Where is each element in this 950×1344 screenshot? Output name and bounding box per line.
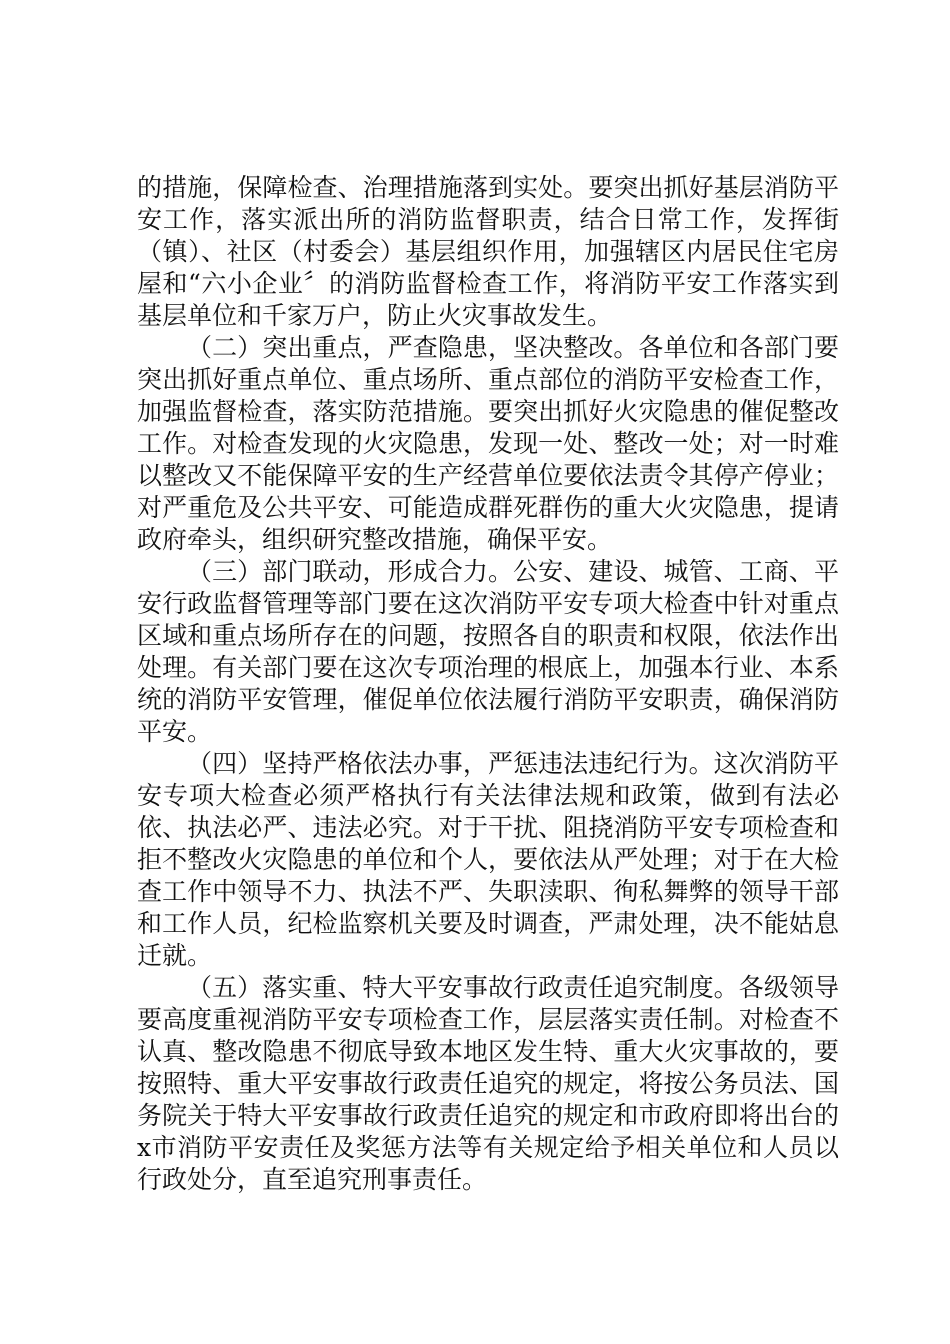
paragraph-section-3: （三）部门联动，形成合力。公安、建设、城管、工商、平安行政监督管理等部门要在这次消防平安专项大检查中针对重点区域和重点场所存在的问题，按照各自的职责和权限，依法作出处理。有关部门要在这次专项治理的根底上，加强本行业、本系统的消防平安管理，催促单位依法履行消防平安职责，确保消防平安。 bbox=[137, 557, 839, 746]
paragraph-section-2: （二）突出重点，严查隐患，坚决整改。各单位和各部门要突出抓好重点单位、重点场所、重点部位的消防平安检查工作，加强监督检查，落实防范措施。要突出抓好火灾隐患的催促整改工作。对检查发现的火灾隐患，发现一处、整改一处；对一时难以整改又不能保障平安的生产经营单位要依法责令其停产停业；对严重危及公共平安、可能造成群死群伤的重大火灾隐患，提请政府牵头，组织研究整改措施，确保平安。 bbox=[137, 333, 839, 554]
paragraph-section-4: （四）坚持严格依法办事，严惩违法违纪行为。这次消防平安专项大检查必须严格执行有关法律法规和政策，做到有法必依、执法必严、违法必究。对于干扰、阻挠消防平安专项检查和拒不整改火灾隐患的单位和个人，要依法从严处理；对于在大检查工作中领导不力、执法不严、失职渎职、徇私舞弊的领导干部和工作人员，纪检监察机关要及时调查，严肃处理，决不能姑息迁就。 bbox=[137, 749, 839, 970]
document-body bbox=[137, 172, 839, 1196]
paragraph-continuation: 的措施，保障检查、治理措施落到实处。要突出抓好基层消防平安工作，落实派出所的消防监督职责，结合日常工作，发挥街（镇）、社区（村委会）基层组织作用，加强辖区内居民住宅房屋和“六小企业〞的消防监督检查工作，将消防平安工作落实到基层单位和千家万户，防止火灾事故发生。 bbox=[137, 173, 839, 330]
paragraph-section-5: （五）落实重、特大平安事故行政责任追究制度。各级领导要高度重视消防平安专项检查工作，层层落实责任制。对检查不认真、整改隐患不彻底导致本地区发生特、重大火灾事故的，要按照特、重大平安事故行政责任追究的规定，将按公务员法、国务院关于特大平安事故行政责任追究的规定和市政府即将出台的x市消防平安责任及奖惩方法等有关规定给予相关单位和人员以行政处分，直至追究刑事责任。 bbox=[137, 973, 839, 1194]
